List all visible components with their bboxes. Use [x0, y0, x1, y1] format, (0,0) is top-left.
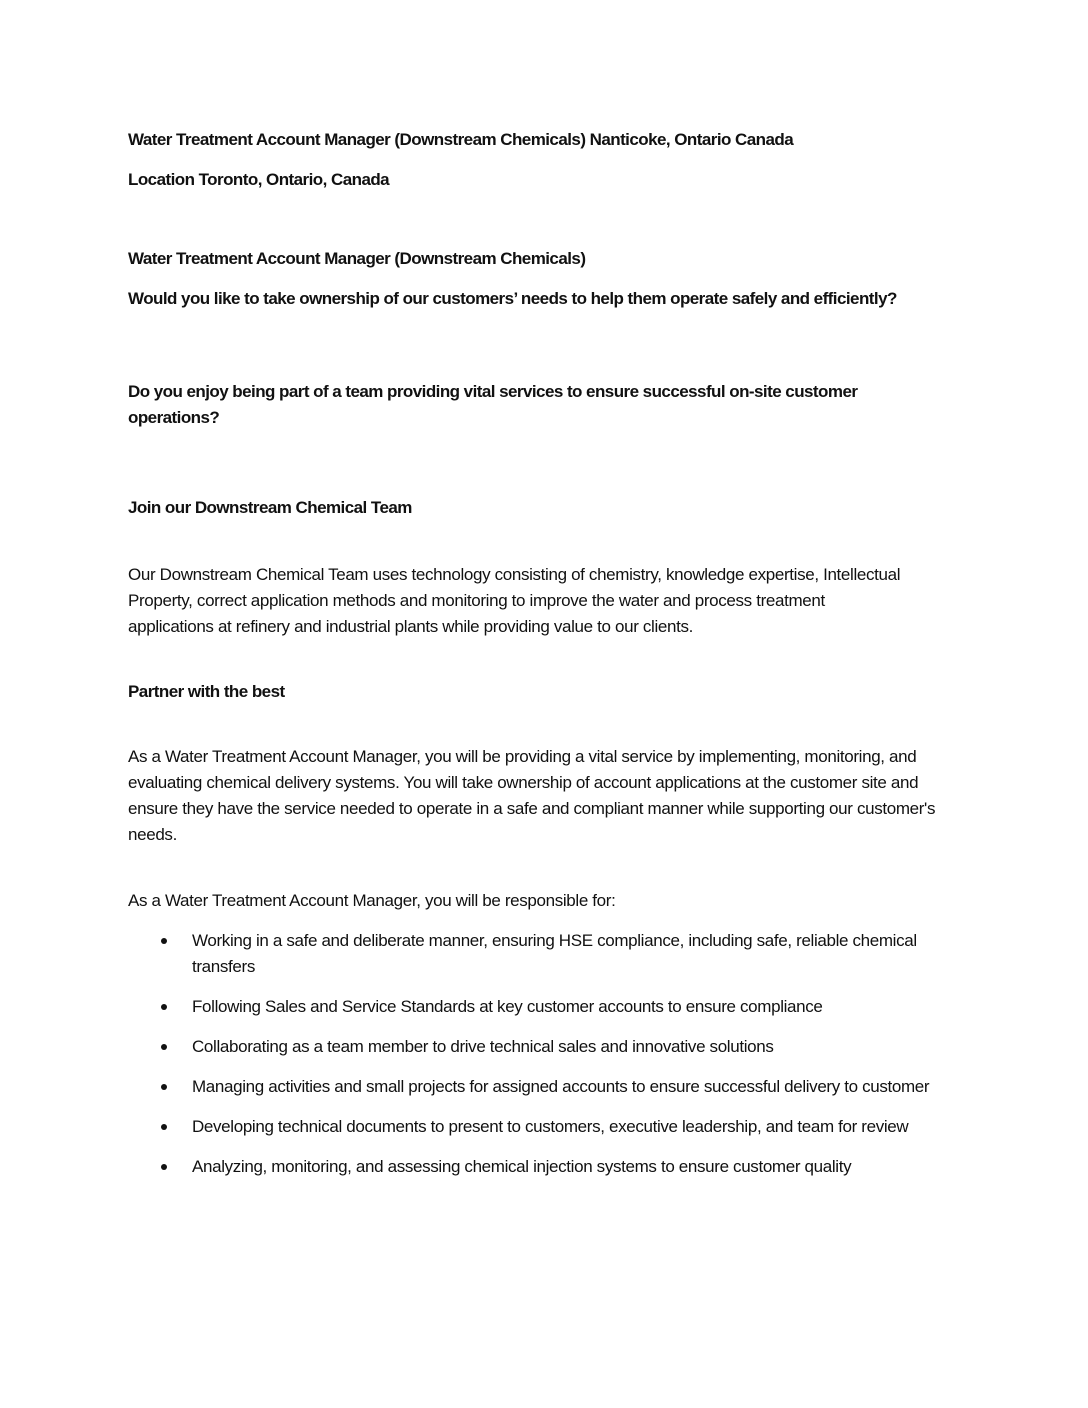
- bullet-icon: [161, 1124, 167, 1130]
- bullet-icon: [161, 938, 167, 944]
- list-item-text: Following Sales and Service Standards at key customer accounts to ensure compliance: [192, 997, 823, 1016]
- responsibilities-intro: As a Water Treatment Account Manager, you will be responsible for:: [128, 891, 616, 910]
- bullet-icon: [161, 1164, 167, 1170]
- list-item: [128, 1074, 958, 1100]
- bullet-icon: [161, 1004, 167, 1010]
- list-item-text: Collaborating as a team member to drive technical sales and innovative solutions: [192, 1037, 774, 1056]
- list-item: [128, 1034, 958, 1060]
- list-item: [128, 1154, 958, 1180]
- list-item: [128, 928, 958, 980]
- question-team: Do you enjoy being part of a team providing vital services to ensure successful on-site customer operations?: [128, 382, 858, 427]
- list-item-text: Working in a safe and deliberate manner, ensuring HSE compliance, including safe, reliable chemical transfers: [192, 931, 917, 976]
- section-heading-join: Join our Downstream Chemical Team: [128, 498, 412, 517]
- list-item: [128, 994, 958, 1020]
- question-ownership: Would you like to take ownership of our customers’ needs to help them operate safely and efficiently?: [128, 289, 897, 308]
- section-body-join: Our Downstream Chemical Team uses technology consisting of chemistry, knowledge expertise, Intellectual Property, correct application methods and monitoring to improve the water and process treatment applications at refinery and industrial plants while providing value to our clients.: [128, 565, 901, 636]
- responsibilities-list: [128, 928, 958, 1194]
- job-title: Water Treatment Account Manager (Downstream Chemicals): [128, 249, 586, 268]
- list-item-text: Analyzing, monitoring, and assessing chemical injection systems to ensure customer quality: [192, 1157, 852, 1176]
- list-item: [128, 1114, 958, 1140]
- section-body-partner: As a Water Treatment Account Manager, you will be providing a vital service by implementing, monitoring, and evaluating chemical delivery systems. You will take ownership of account applications at the customer site and ensure they have the service needed to operate in a safe and compliant manner while supporting our customer's needs.: [128, 747, 936, 844]
- bullet-icon: [161, 1084, 167, 1090]
- location-line: Location Toronto, Ontario, Canada: [128, 170, 390, 189]
- list-item-text: Developing technical documents to present to customers, executive leadership, and team for review: [192, 1117, 909, 1136]
- bullet-icon: [161, 1044, 167, 1050]
- document-title: Water Treatment Account Manager (Downstream Chemicals) Nanticoke, Ontario Canada: [128, 130, 794, 149]
- section-heading-partner: Partner with the best: [128, 682, 285, 701]
- list-item-text: Managing activities and small projects for assigned accounts to ensure successful delivery to customer: [192, 1077, 930, 1096]
